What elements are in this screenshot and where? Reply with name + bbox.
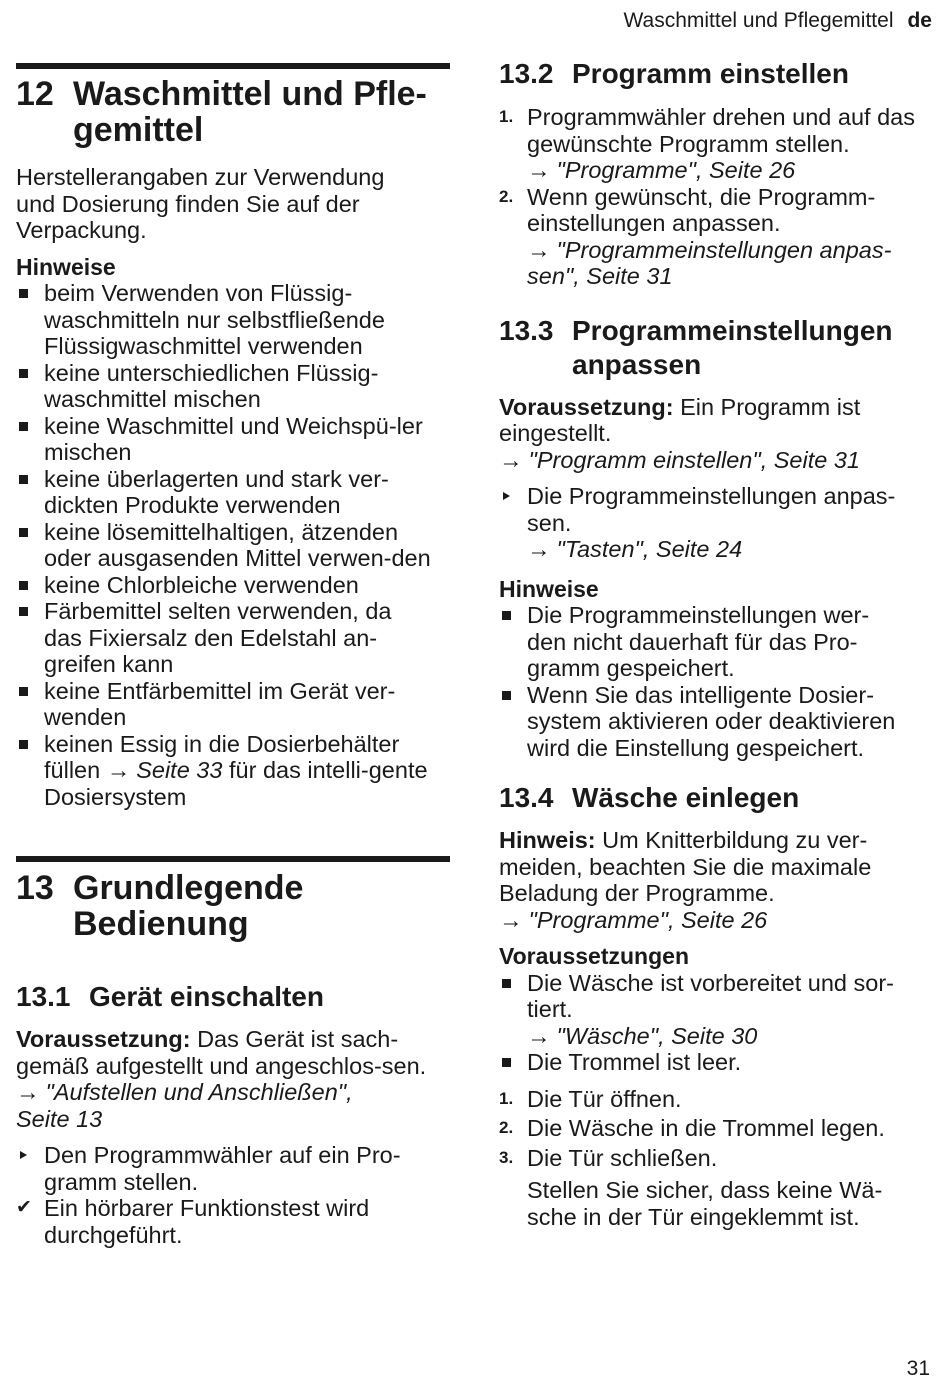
language-code: de xyxy=(907,9,932,32)
chapter-12-intro: Herstellerangaben zur Verwendung und Dosierung finden Sie auf der Verpackung. xyxy=(16,164,385,243)
chapter-number: 12 xyxy=(16,75,54,113)
notes-list xyxy=(16,280,450,810)
section-13-4-note: Hinweis: Um Knitterbildung zu ver-meiden, beachten Sie die maximale Beladung der Programme. xyxy=(499,827,872,906)
bullet-icon xyxy=(499,970,527,1050)
page-reference-link[interactable]: → Seite 33 xyxy=(106,757,223,783)
arrow-right-icon: → xyxy=(527,536,551,562)
arrow-right-icon: → xyxy=(527,157,551,183)
list-item: 2. Die Wäsche in die Trommel legen. xyxy=(499,1115,885,1141)
arrow-right-icon: → xyxy=(16,1079,40,1105)
bullet-icon xyxy=(499,1049,527,1076)
chapter-12-title: 12 Waschmittel und Pfle- gemittel xyxy=(16,75,427,149)
section-13-3-prereq: Voraussetzung: Ein Programm ist eingestellt. xyxy=(499,393,861,446)
list-item: 1. Die Tür öffnen. xyxy=(499,1085,682,1112)
section-13-3-notes xyxy=(499,602,935,761)
bullet-icon xyxy=(499,602,527,682)
arrow-right-icon: → xyxy=(499,446,523,473)
section-13-3-steps xyxy=(499,483,935,563)
section-13-4-title: 13.4 Wäsche einlegen xyxy=(499,782,800,813)
chapter-number: 13 xyxy=(16,869,54,907)
bullet-icon xyxy=(16,731,44,811)
bullet-icon xyxy=(16,598,44,678)
list-item: keine unterschiedlichen Flüssig-waschmittel mischen xyxy=(16,360,450,413)
list-item: ✔ Ein hörbarer Funktionstest wird durchgeführt. xyxy=(16,1195,370,1248)
notes-label: Hinweise xyxy=(16,253,116,280)
list-item: keine Waschmittel und Weichspü-ler mischen xyxy=(16,413,450,466)
page-reference-link[interactable]: → "Programmeinstellungen anpas-sen", Seite 31 xyxy=(527,236,892,289)
list-item: keine Chlorbleiche verwenden xyxy=(16,572,450,599)
list-item: Färbemittel selten verwenden, da das Fixiersalz den Edelstahl an-greifen kann xyxy=(16,598,450,678)
list-item: keine Entfärbemittel im Gerät ver-wenden xyxy=(16,678,450,731)
arrow-right-icon: → xyxy=(499,906,523,933)
section-13-4-final-note: Stellen Sie sicher, dass keine Wä-sche in der Tür eingeklemmt ist. xyxy=(527,1177,883,1230)
bullet-icon xyxy=(16,280,44,360)
section-13-1-prereq: Voraussetzung: Das Gerät ist sach-gemäß aufgestellt und angeschlos-sen. xyxy=(16,1026,427,1079)
list-item: 1. Programmwähler drehen und auf das gewünschte Programm stellen. → "Programme", Seite 26 xyxy=(499,104,915,183)
list-item: keine lösemittelhaltigen, ätzenden oder ausgasenden Mittel verwen-den xyxy=(16,519,450,572)
section-13-4-prereqs xyxy=(499,970,935,1076)
bullet-icon xyxy=(16,519,44,572)
bullet-icon xyxy=(499,682,527,762)
chapter-13-rule xyxy=(16,856,450,862)
page-reference-link[interactable]: → "Programm einstellen", Seite 31 xyxy=(499,446,860,473)
list-item: 3. Die Tür schließen. xyxy=(499,1144,718,1171)
chapter-13-title: 13 Grundlegende Bedienung xyxy=(16,869,304,943)
section-13-2-title: 13.2 Programm einstellen xyxy=(499,58,849,89)
right-column xyxy=(499,0,935,1230)
section-13-3-title: 13.3 Programmeinstellungen anpassen xyxy=(499,314,893,380)
page-reference-link[interactable]: → "Programme", Seite 26 xyxy=(499,906,768,933)
list-item: Die Wäsche ist vorbereitet und sor-tiert. → "Wäsche", Seite 30 xyxy=(499,970,935,1050)
section-13-2-steps xyxy=(499,104,935,290)
page-reference-link[interactable]: → "Programme", Seite 26 xyxy=(527,157,796,183)
page-number: 31 xyxy=(906,1357,930,1380)
list-item: Den Programmwähler auf ein Pro-gramm stellen. xyxy=(16,1142,450,1195)
list-item: Die Programmeinstellungen anpas-sen. → "Tasten", Seite 24 xyxy=(499,483,935,563)
list-item: beim Verwenden von Flüssig-waschmitteln nur selbstfließende Flüssigwaschmittel verwenden xyxy=(16,280,450,360)
page-reference-link[interactable]: → "Aufstellen und Anschließen", Seite 13 xyxy=(16,1079,353,1132)
list-item: Die Trommel ist leer. xyxy=(499,1049,935,1076)
arrow-right-icon: → xyxy=(527,1022,551,1049)
arrow-right-icon: → xyxy=(527,236,551,263)
list-item: Die Programmeinstellungen wer-den nicht dauerhaft für das Pro-gramm gespeichert. xyxy=(499,602,935,682)
bullet-icon xyxy=(16,360,44,413)
page-reference-link[interactable]: → "Wäsche", Seite 30 xyxy=(527,1022,758,1049)
list-item: keine überlagerten und stark ver-dickten Produkte verwenden xyxy=(16,466,450,519)
page-reference-link[interactable]: → "Tasten", Seite 24 xyxy=(527,536,743,562)
section-13-1-title: 13.1 Gerät einschalten xyxy=(16,981,324,1012)
section-13-1-steps xyxy=(16,1142,450,1248)
list-item: keinen Essig in die Dosierbehälter füllen → Seite 33 für das intelli-gente Dosiersystem xyxy=(16,731,450,811)
running-title: Waschmittel und Pflegemittel xyxy=(623,9,894,32)
list-item: 2. Wenn gewünscht, die Programm-einstellungen anpassen. → "Programmeinstellungen anpas-sen", Seite 31 xyxy=(499,183,892,289)
left-column xyxy=(16,0,450,1248)
section-13-4-steps xyxy=(499,1086,935,1172)
checkmark-icon: ✔ xyxy=(16,1197,32,1218)
chapter-12-rule xyxy=(16,63,450,69)
notes-label: Hinweise xyxy=(499,575,599,602)
bullet-icon xyxy=(16,413,44,466)
list-item: Wenn Sie das intelligente Dosier-system aktivieren oder deaktivieren wird die Einstellung gespeichert. xyxy=(499,682,935,762)
prerequisites-label: Voraussetzungen xyxy=(499,943,689,969)
bullet-icon xyxy=(16,466,44,519)
step-triangle-icon xyxy=(16,1142,44,1195)
bullet-icon xyxy=(16,572,44,599)
arrow-right-icon: → xyxy=(106,757,131,783)
bullet-icon xyxy=(16,678,44,731)
step-triangle-icon xyxy=(499,483,527,563)
